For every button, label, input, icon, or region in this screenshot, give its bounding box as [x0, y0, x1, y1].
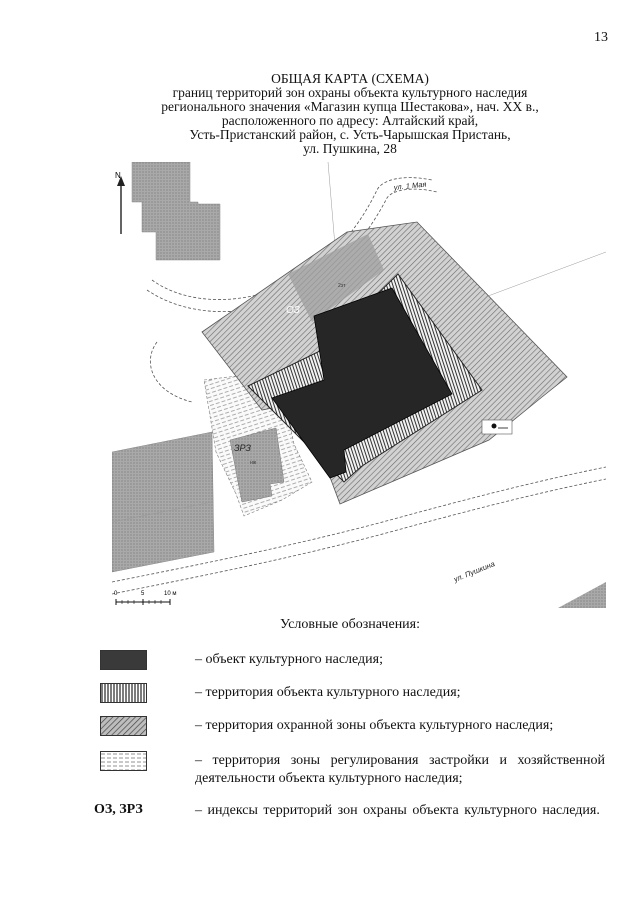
legend-item-heritage-object: – объект культурного наследия;: [195, 652, 383, 667]
title-line-5: Усть-Пристанский район, с. Усть-Чарышская Пристань,: [189, 127, 511, 142]
title-line-4: расположенного по адресу: Алтайский край,: [221, 113, 479, 128]
marker-icon: [482, 420, 512, 434]
north-label: N: [115, 171, 121, 180]
zone-index-label: ОЗ, ЗРЗ: [94, 802, 143, 817]
title-line-2: границ территорий зон охраны объекта культурного наследия: [172, 85, 528, 100]
zrz-label: ЗРЗ: [234, 443, 251, 453]
legend-item-regulation-zone: – территория зоны регулирования застройки и хозяйственной деятельности объекта культурного наследия;: [195, 753, 605, 786]
zone-index-description: – индексы территорий зон охраны объекта культурного наследия.: [195, 803, 600, 818]
scale-10: 10 м: [164, 591, 177, 597]
title-line-3: регионального значения «Магазин купца Шестакова», нач. XX в.,: [161, 99, 539, 114]
legend-item-object-territory: – территория объекта культурного наследия;: [195, 685, 461, 700]
scale-bar: [116, 599, 170, 605]
document-title: [80, 72, 620, 156]
page-number: 13: [594, 30, 608, 45]
small-label-a: 2эт: [338, 283, 346, 289]
north-arrow-icon: [117, 176, 125, 234]
oz-label: ОЗ: [286, 305, 300, 316]
site-map: [112, 162, 606, 608]
street-1maya-label: ул. 1 Мая: [393, 179, 427, 192]
small-label-b: нж: [250, 460, 257, 466]
neighbor-building-bottom: [112, 432, 214, 572]
legend-swatch-protection-zone: [100, 716, 147, 736]
legend-heading: Условные обозначения:: [279, 617, 421, 632]
legend-swatch-regulation-zone: [100, 751, 147, 771]
title-line-6: ул. Пушкина, 28: [303, 141, 397, 156]
title-line-1: ОБЩАЯ КАРТА (СХЕМА): [271, 71, 429, 86]
legend-swatch-heritage-object: [100, 650, 147, 670]
street-pushkina-label: ул. Пушкина: [452, 559, 497, 584]
scale-0: 0: [114, 591, 118, 597]
neighbor-building-top: [132, 162, 220, 260]
legend-swatch-object-territory: [100, 683, 147, 703]
legend-item-protection-zone: – территория охранной зоны объекта культурного наследия;: [195, 718, 554, 733]
scale-5: 5: [141, 591, 145, 597]
bottom-right-area: [558, 582, 606, 608]
